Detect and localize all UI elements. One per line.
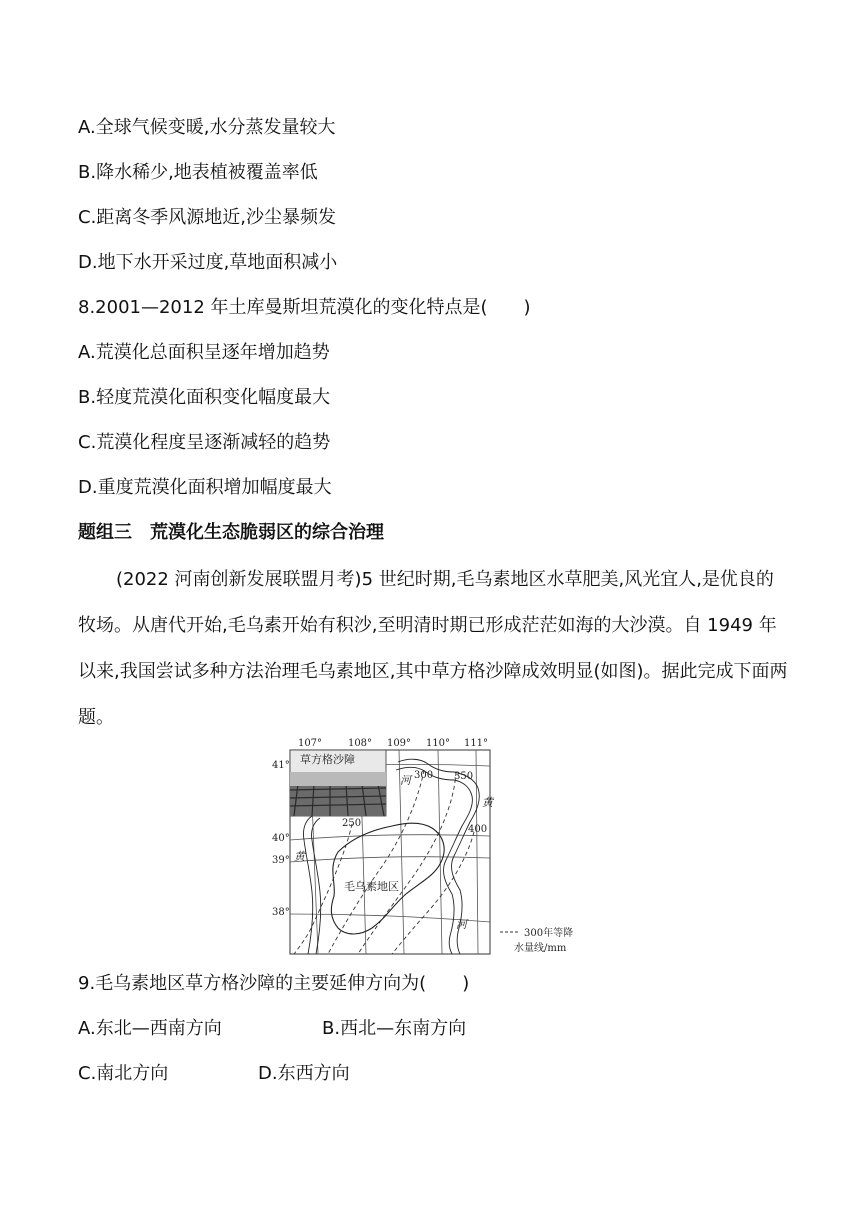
lat-label-41: 41°	[272, 760, 290, 771]
photo-caption: 草方格沙障	[300, 753, 355, 766]
photo-inset	[290, 750, 386, 816]
lat-label-38: 38°	[272, 907, 290, 918]
lat-label-40: 40°	[272, 833, 290, 844]
river-label-he-bottom: 河	[456, 918, 467, 931]
lon-label-108: 108°	[347, 738, 373, 749]
legend-line-2: 水量线/mm	[514, 943, 567, 954]
q9-option-b: B.西北—东南方向	[322, 1018, 467, 1039]
q9-stem: 9.毛乌素地区草方格沙障的主要延伸方向为( )	[78, 973, 470, 994]
q8-option-a: A.荒漠化总面积呈逐年增加趋势	[78, 342, 330, 363]
lon-label-107: 107°	[297, 738, 323, 749]
mu-us-map	[268, 732, 598, 958]
q9-option-c: C.南北方向	[78, 1063, 169, 1084]
q8-stem: 8.2001—2012 年土库曼斯坦荒漠化的变化特点是( )	[78, 297, 531, 318]
q7-option-b: B.降水稀少,地表植被覆盖率低	[78, 162, 318, 183]
isohyet-label-300: 300	[414, 770, 434, 781]
q8-option-d: D.重度荒漠化面积增加幅度最大	[78, 477, 332, 498]
q9-option-a: A.东北—西南方向	[78, 1018, 222, 1039]
isohyet-400	[392, 832, 474, 954]
lat-label-39: 39°	[272, 855, 290, 866]
river-label-he-top: 河	[400, 774, 411, 787]
section-title: 题组三 荒漠化生态脆弱区的综合治理	[78, 522, 384, 543]
q8-option-c: C.荒漠化程度呈逐渐减轻的趋势	[78, 432, 331, 453]
isohyet-label-350: 350	[454, 771, 474, 782]
legend-line-1: 300年等降	[524, 928, 574, 939]
lon-label-111: 111°	[463, 738, 489, 749]
isohyet-label-400: 400	[468, 824, 488, 835]
q9-option-d: D.东西方向	[258, 1063, 350, 1084]
legend	[500, 926, 573, 954]
q7-option-c: C.距离冬季风源地近,沙尘暴频发	[78, 207, 337, 228]
passage	[78, 557, 790, 741]
q7-option-a: A.全球气候变暖,水分蒸发量较大	[78, 117, 336, 138]
river-label-huang-left: 黄	[294, 850, 305, 863]
q8-option-b: B.轻度荒漠化面积变化幅度最大	[78, 387, 331, 408]
region-label: 毛乌素地区	[344, 880, 399, 893]
lon-label-110: 110°	[425, 738, 451, 749]
q7-option-d: D.地下水开采过度,草地面积减小	[78, 252, 338, 273]
passage-text: (2022 河南创新发展联盟月考)5 世纪时期,毛乌素地区水草肥美,风光宜人,是优良的牧场。从唐代开始,毛乌素开始有积沙,至明清时期已形成茫茫如海的大沙漠。自 1949 年以来,我国尝试多种方法治理毛乌素地区,其中草方格沙障成效明显(如图)。据此完成下面两题。	[78, 569, 788, 728]
lon-label-109: 109°	[386, 738, 412, 749]
river-label-huang-right: 黄	[482, 796, 493, 809]
isohyet-label-250: 250	[342, 818, 362, 829]
